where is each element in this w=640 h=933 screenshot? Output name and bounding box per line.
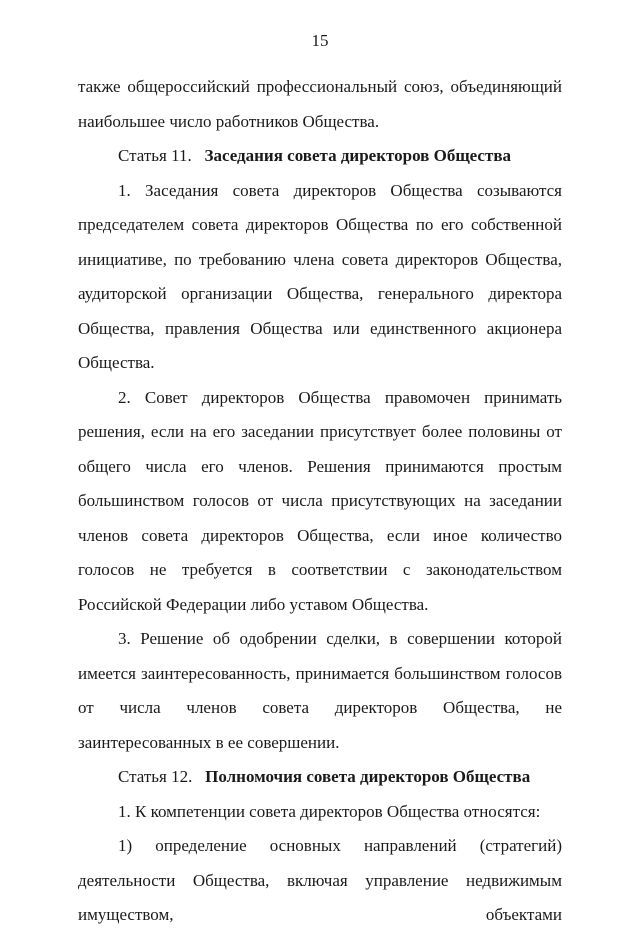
article-11-label: Статья 11. xyxy=(118,146,192,165)
article-12-item-1: 1) определение основных направлений (стратегий) деятельности Общества, включая управление недвижимым имуществом, объектами xyxy=(78,836,562,924)
article-11-clause-2: 2. Совет директоров Общества правомочен принимать решения, если на его заседании присутствует более половины от общего числа его членов. Решения принимаются простым большинством голосов от числа присутствующих на заседании членов совета директоров Общества, если иное количество голосов не требуется в соответствии с законодательством Российской Федерации либо уставом Общества. xyxy=(78,387,562,614)
article-11-heading xyxy=(78,139,562,174)
article-12-clause-1: 1. К компетенции совета директоров Общества относятся: xyxy=(118,801,541,821)
article-11-clause-1: 1. Заседания совета директоров Общества созываются председателем совета директоров Общества по его собственной инициативе, по требованию члена совета директоров Общества, аудиторской организации Общества, генерального директора Общества, правления Общества или единственного акционера Общества. xyxy=(78,180,562,372)
document-body xyxy=(78,70,562,933)
page-number: 15 xyxy=(311,31,329,50)
article-12-title: Полномочия совета директоров Общества xyxy=(205,767,531,786)
continuation-paragraph: также общероссийский профессиональный союз, объединяющий наибольшее число работников Общества. xyxy=(78,77,562,131)
article-11-title: Заседания совета директоров Общества xyxy=(204,146,512,165)
article-11-clause-3: 3. Решение об одобрении сделки, в совершении которой имеется заинтересованность, принимается большинством голосов от числа членов совета директоров Общества, не заинтересованных в ее совершении. xyxy=(78,629,562,752)
article-12-label: Статья 12. xyxy=(118,767,193,786)
article-12-heading xyxy=(78,760,562,795)
